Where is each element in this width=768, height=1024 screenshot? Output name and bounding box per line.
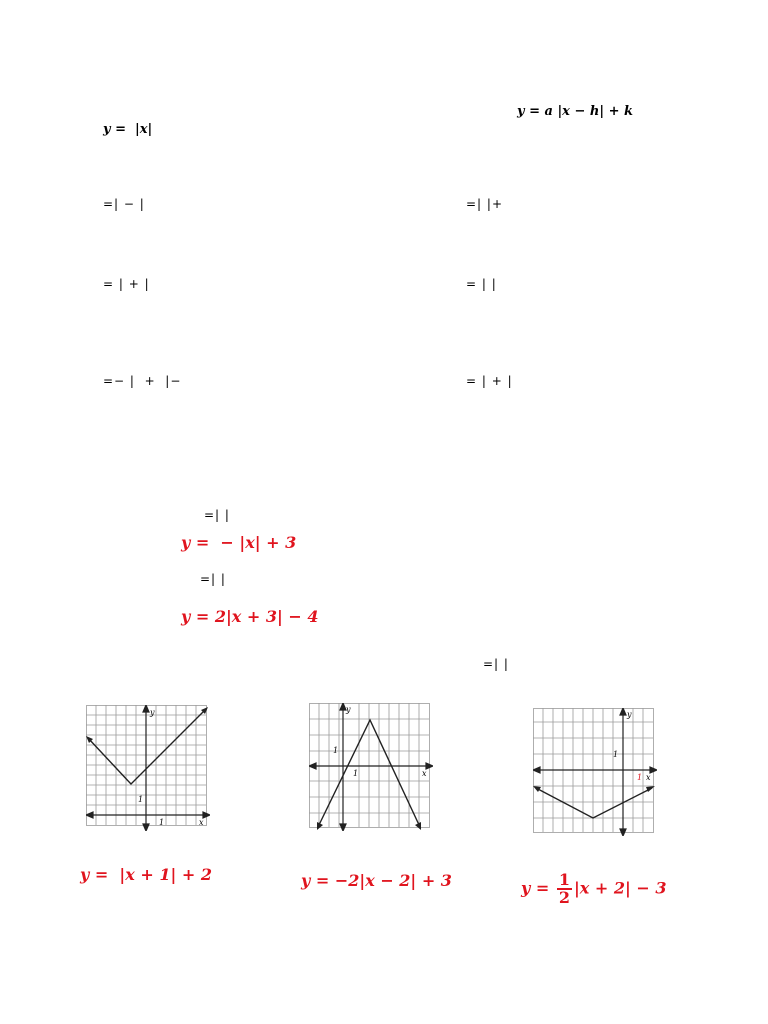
y-axis-label: y <box>346 705 351 714</box>
graph-3-answer-fraction <box>557 872 572 906</box>
graph-3-answer-suffix: |x + 2| − 3 <box>573 878 667 898</box>
fraction-numerator: 1 <box>558 870 570 889</box>
general-form-equation: y = a |x − h| + k <box>517 104 634 119</box>
graph-2-answer: y = −2|x − 2| + 3 <box>301 871 452 890</box>
y-axis-label: y <box>150 708 155 717</box>
y-tick-label: 1 <box>333 746 339 755</box>
x-tick-label: 1 <box>159 818 165 827</box>
x-tick-label: 1 <box>637 773 643 782</box>
graph-3-answer-prefix: y = <box>521 878 555 898</box>
writing-prompt-1: =| | <box>204 508 230 522</box>
writing-prompt-3: =| | <box>483 657 509 671</box>
parent-function-equation: y = |x| <box>103 122 153 137</box>
graph-line <box>536 788 652 818</box>
graph-3 <box>533 708 657 836</box>
y-tick-label: 1 <box>613 750 619 759</box>
exercise-6: = | + | <box>466 374 513 388</box>
x-axis-label: x <box>199 818 204 827</box>
fraction-denominator: 2 <box>558 888 570 907</box>
x-axis-label: x <box>422 769 427 778</box>
exercise-4: = | | <box>466 277 497 291</box>
graph-3-answer <box>521 872 667 906</box>
exercise-2: =| |+ <box>466 197 504 211</box>
graph-1-answer: y = |x + 1| + 2 <box>80 865 212 884</box>
x-axis-label: x <box>646 773 651 782</box>
writing-answer-2: y = 2|x + 3| − 4 <box>181 607 319 626</box>
writing-answer-1: y = − |x| + 3 <box>181 533 297 552</box>
exercise-3: = | + | <box>103 277 150 291</box>
y-axis-label: y <box>627 710 632 719</box>
x-tick-label: 1 <box>353 769 359 778</box>
exercise-5: =− | + |− <box>103 374 182 388</box>
writing-prompt-2: =| | <box>200 572 226 586</box>
exercise-1: =| − | <box>103 197 145 211</box>
graph-1 <box>86 705 210 831</box>
graph-2 <box>309 703 433 831</box>
y-tick-label: 1 <box>138 795 144 804</box>
